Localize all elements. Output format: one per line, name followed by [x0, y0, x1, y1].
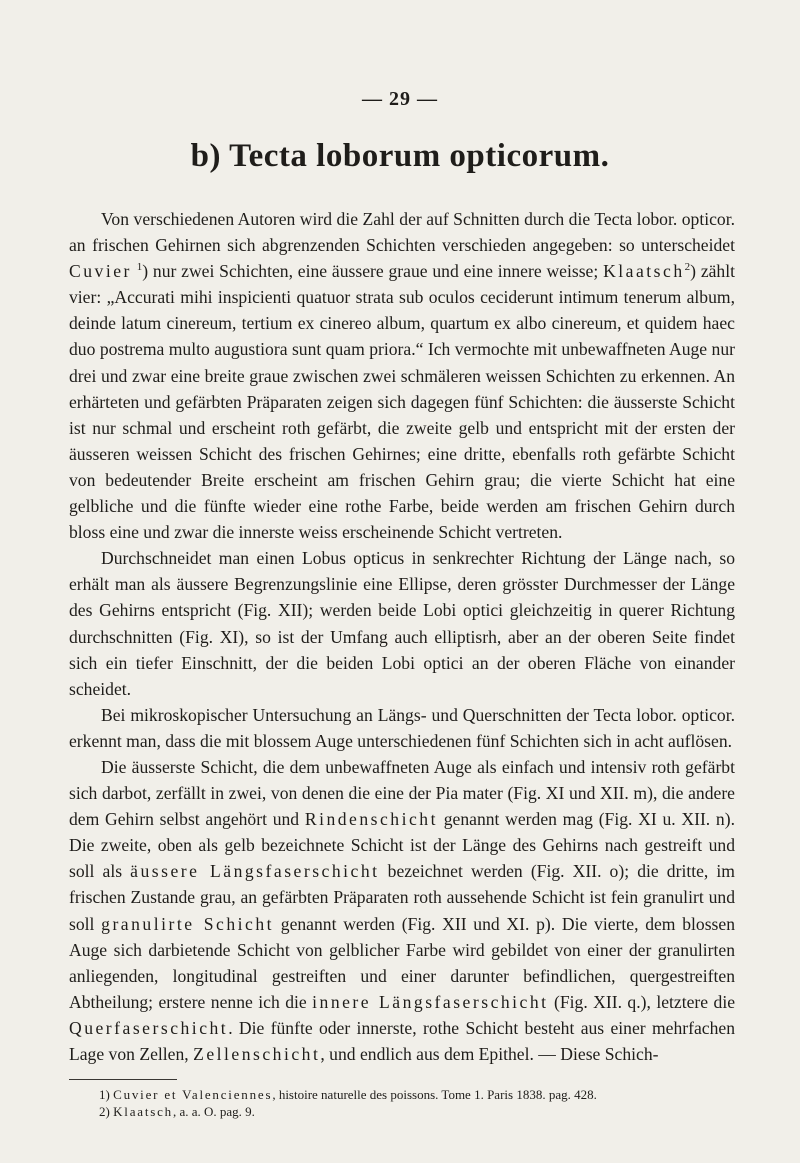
para4-text-4: genannt werden (Fig. XII und XI. p). Die vierte, dem blossen Auge sich darbietende Schicht von gelblicher Farbe wird gebildet von einer der granulirten anliegenden, longitudinal gestreiften und einer darunter befindlichen, quergestreiften Abtheilung; erstere nenne ich die	[69, 913, 735, 1012]
para1-text-1: Von verschiedenen Autoren wird die Zahl der auf Schnitten durch die Tecta lobor. opticor. an frischen Gehirnen sich abgrenzenden Schichten verschieden angegeben: so unterscheidet	[69, 209, 735, 256]
footnote-ref-2: 2	[684, 261, 691, 274]
footnote-divider	[69, 1079, 177, 1080]
footnote-1-text: , histoire naturelle des poissons. Tome 1. Paris 1838. pag. 428.	[272, 1087, 597, 1102]
body-text	[69, 206, 735, 1067]
para4-text-7: , und endlich aus dem Epithel. — Diese Schich-	[320, 1044, 659, 1064]
paragraph-2: Durchschneidet man einen Lobus opticus in senkrechter Richtung der Länge nach, so erhält man als äussere Begrenzungslinie eine Ellipse, deren grösster Durchmesser der Länge des Gehirns entspricht (Fig. XII); werden beide Lobi optici gleichzeitig in querer Richtung durchschnitten (Fig. XI), so ist der Umfang auch elliptisrh, aber an der oberen Seite findet sich ein tiefer Einschnitt, der die beiden Lobi optici an der oberen Fläche von einander scheidet.	[69, 548, 735, 699]
footnotes	[69, 1086, 735, 1120]
para1-text-2: ) nur zwei Schichten, eine äussere graue und eine innere weisse;	[142, 261, 604, 282]
footnote-ref-1: 1	[136, 261, 143, 274]
para4-text-6: . Die fünfte oder innerste, rothe Schicht besteht aus einer mehrfachen Lage von Zellen,	[69, 1017, 735, 1064]
paragraph-4	[69, 754, 735, 1067]
page-number: — 29 —	[362, 88, 438, 110]
para4-text-3: bezeichnet werden (Fig. XII. o); die dritte, im frischen Zustande grau, an gefärbten Präparaten roth aussehende Schicht ist fein granulirt und soll	[69, 861, 735, 934]
section-heading: b) Tecta loborum opticorum.	[190, 138, 610, 174]
footnote-1-authors: Cuvier et Valenciennes	[113, 1087, 273, 1102]
footnote-1	[69, 1086, 735, 1103]
term-aeussere-laengsfaserschicht: äussere Längsfaserschicht	[130, 861, 380, 882]
footnote-2-text: , a. a. O. pag. 9.	[172, 1104, 255, 1119]
paragraph-3: Bei mikroskopischer Untersuchung an Längs- und Querschnitten der Tecta lobor. opticor. erkennt man, dass die mit blossem Auge unterschiedenen fünf Schichten sich in acht auflösen.	[69, 704, 735, 751]
para4-text-2: genannt werden mag (Fig. XI u. XII. n). Die zweite, oben als gelb bezeichnete Schicht ist der Länge des Gehirns nach gestreift und soll als	[69, 809, 735, 882]
para4-text-1: Die äusserste Schicht, die dem unbewaffneten Auge als einfach und intensiv roth gefärbt sich darbot, zerfällt in zwei, von denen die eine der Pia mater (Fig. XI und XII. m), die andere dem Gehirn selbst angehört und	[69, 756, 735, 830]
term-granulirte-schicht: granulirte Schicht	[101, 913, 275, 934]
para1-text-3: ) zählt vier: „Accurati mihi inspicienti quatuor strata sub oculos ceciderunt intimum tenerum album, deinde latum cinereum, tertium ex cinereo album, quartum ex albo cinereum, et quidem haec duo postrema multo augustiora sunt quam priora.“ Ich vermochte mit unbewaffneten Auge nur drei und zwar eine breite graue zwischen zwei schmäleren weissen Schichten zu erkennen. An erhärteten und gefärbten Präparaten zeigen sich dagegen fünf Schichten: die äusserste Schicht ist nur schmal und erscheint roth gefärbt, die zweite gelb und entspricht mit der ersten der äusseren weissen Schicht des frischen Gehirnes; eine dritte, ebenfalls roth gefärbte Schicht von bedeutender Breite erscheint am frischen Gehirn grau; die vierte Schicht hat eine gelbliche und die fünfte wieder eine rothe Farbe, beide werden am frischen Gehirn durch bloss eine und zwar die innerste weiss erscheinende Schicht vertreten.	[69, 261, 736, 543]
term-innere-laengsfaserschicht: innere Längsfaserschicht	[312, 991, 549, 1012]
term-querfaserschicht: Querfaserschicht	[69, 1017, 229, 1038]
footnote-2-authors: Klaatsch	[113, 1104, 173, 1119]
author-cuvier: Cuvier	[69, 261, 132, 282]
term-zellenschicht: Zellenschicht	[193, 1044, 321, 1064]
paragraph-1	[69, 206, 735, 545]
para4-text-5: (Fig. XII. q.), letztere die	[548, 991, 736, 1012]
footnote-2	[69, 1103, 735, 1120]
term-rindenschicht: Rindenschicht	[304, 809, 438, 830]
author-klaatsch: Klaatsch	[603, 261, 685, 282]
footnote-1-number: 1)	[99, 1087, 110, 1102]
footnote-2-number: 2)	[99, 1104, 110, 1119]
